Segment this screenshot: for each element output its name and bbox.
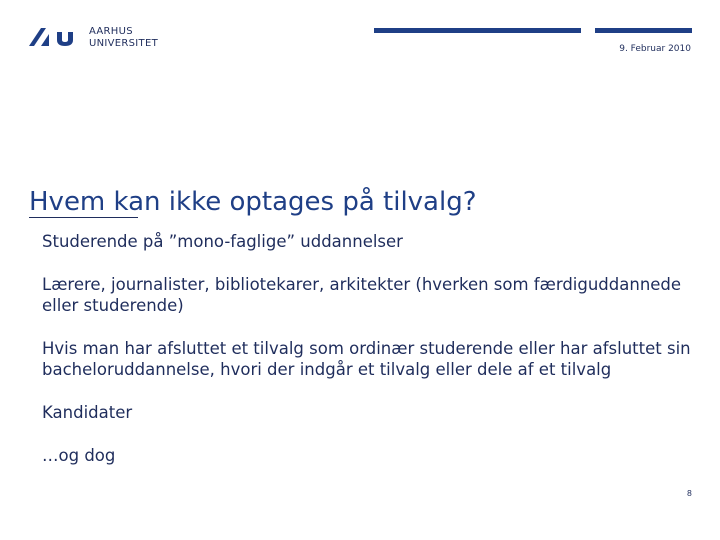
bullet-item: …og dog — [42, 446, 116, 465]
header-bar-right — [595, 28, 692, 33]
page-number: 8 — [686, 489, 692, 498]
university-wordmark — [89, 26, 158, 50]
logo-line-1: AARHUS — [89, 26, 133, 37]
slide-date: 9. Februar 2010 — [619, 44, 691, 54]
bullet-item: Hvis man har afsluttet et tilvalg som ordinær studerende eller har afsluttet sin bacheloruddannelse, hvori der indgår et tilvalg eller dele af et tilvalg — [42, 339, 691, 379]
bullet-list — [42, 231, 702, 488]
aarhus-university-logo-icon — [27, 24, 77, 54]
logo-line-2: UNIVERSITET — [89, 38, 158, 49]
bullet-item: Studerende på ”mono-faglige” uddannelser — [42, 232, 403, 251]
slide-title: Hvem kan ikke optages på tilvalg? — [29, 187, 477, 218]
bullet-item: Kandidater — [42, 403, 133, 422]
bullet-item: Lærere, journalister, bibliotekarer, arkitekter (hverken som færdiguddannede eller studerende) — [42, 275, 682, 315]
header-bar-left — [374, 28, 581, 33]
title-divider — [29, 217, 138, 218]
